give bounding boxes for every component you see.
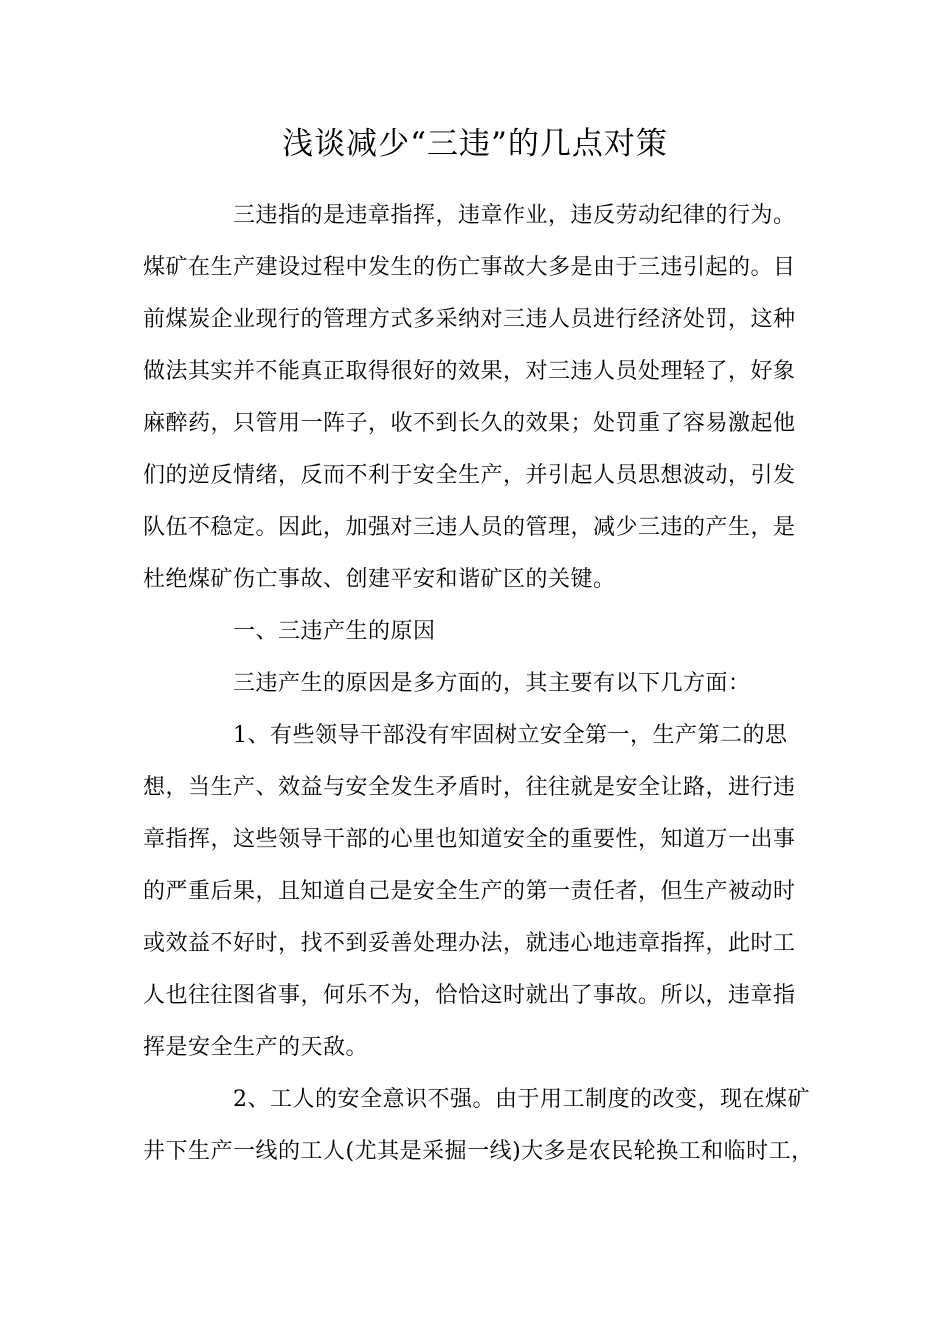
paragraph-line: 做法其实并不能真正取得很好的效果，对三违人员处理轻了，好象: [143, 359, 796, 384]
paragraph-line: 1、有些领导干部没有牢固树立安全第一，生产第二的思: [233, 723, 788, 748]
paragraph-line: 井下生产一线的工人(尤其是采掘一线)大多是农民轮换工和临时工，: [143, 1139, 814, 1164]
paragraph-line: 队伍不稳定。因此，加强对三违人员的管理，减少三违的产生，是: [143, 515, 796, 540]
paragraph-line: 人也往往图省事，何乐不为，恰恰这时就出了事故。所以，违章指: [143, 983, 796, 1008]
paragraph-line: 麻醉药，只管用一阵子，收不到长久的效果；处罚重了容易激起他: [143, 411, 796, 436]
paragraph-line: 前煤炭企业现行的管理方式多采纳对三违人员进行经济处罚，这种: [143, 307, 796, 332]
paragraph-line: 挥是安全生产的天敌。: [143, 1035, 369, 1060]
paragraph-line: 2、工人的安全意识不强。由于用工制度的改变，现在煤矿: [233, 1087, 810, 1112]
paragraph-line: 煤矿在生产建设过程中发生的伤亡事故大多是由于三违引起的。目: [143, 255, 796, 280]
paragraph-line: 或效益不好时，找不到妥善处理办法，就违心地违章指挥，此时工: [143, 931, 796, 956]
section-heading: 一、三违产生的原因: [233, 619, 436, 644]
document-body: [143, 190, 814, 1178]
paragraph-line: 三违产生的原因是多方面的，其主要有以下几方面：: [233, 671, 751, 696]
paragraph-line: 章指挥，这些领导干部的心里也知道安全的重要性，知道万一出事: [143, 827, 796, 852]
paragraph-line: 杜绝煤矿伤亡事故、创建平安和谐矿区的关键。: [143, 567, 616, 592]
paragraph-line: 的严重后果，且知道自己是安全生产的第一责任者，但生产被动时: [143, 879, 796, 904]
paragraph-line: 三违指的是违章指挥，违章作业，违反劳动纪律的行为。: [233, 203, 796, 228]
paragraph-line: 想，当生产、效益与安全发生矛盾时，往往就是安全让路，进行违: [143, 775, 796, 800]
paragraph-line: 们的逆反情绪，反而不利于安全生产，并引起人员思想波动，引发: [143, 463, 796, 488]
document-title: 浅谈减少“三违”的几点对策: [282, 126, 668, 162]
